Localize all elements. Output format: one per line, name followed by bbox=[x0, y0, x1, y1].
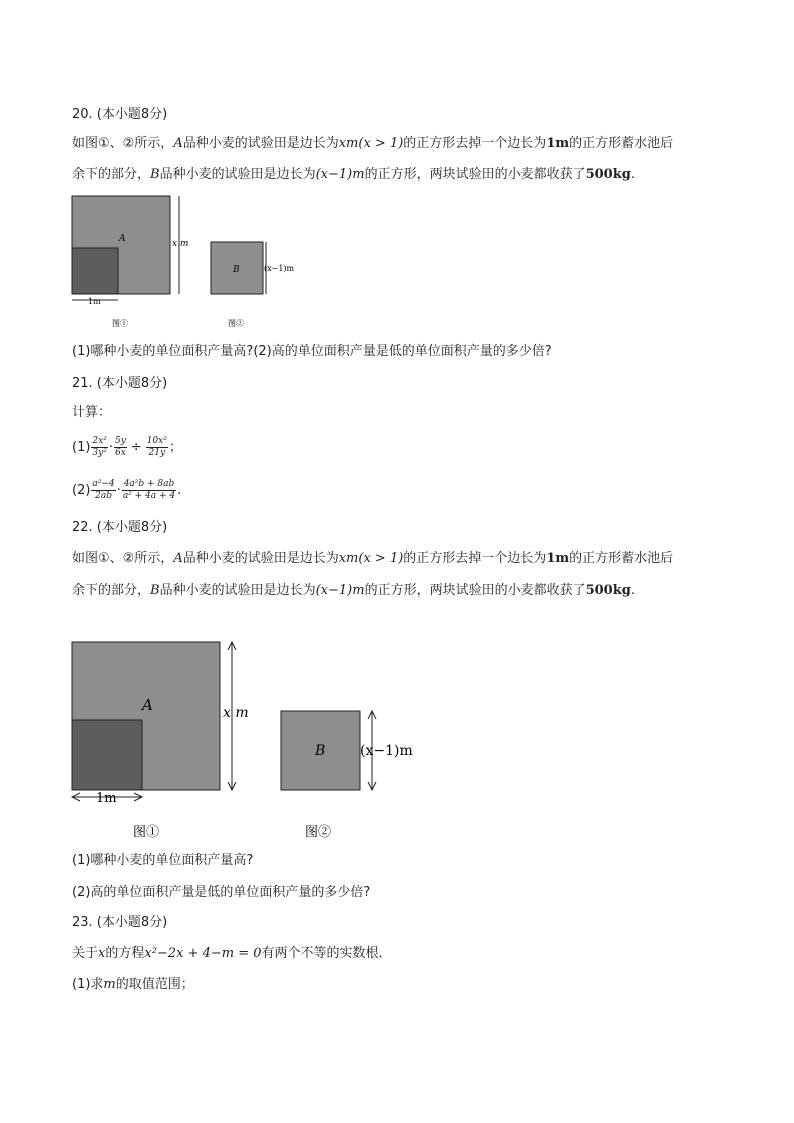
q22-label-b: B bbox=[315, 743, 326, 759]
q20-text-line2: 余下的部分，B品种小麦的试验田是边长为(x−1)m的正方形，两块试验田的小麦都收获了500kg. bbox=[72, 167, 635, 182]
q20-caption-2: 图② bbox=[228, 319, 244, 328]
q23-text-line2: (1)求m的取值范围； bbox=[72, 977, 194, 992]
q20-heading: 20. (本小题8分) bbox=[72, 107, 168, 122]
q21-p1-frac3: $\frac{\text{10x²}}{21y}$ bbox=[146, 436, 167, 458]
q23-text-line1: 关于x的方程x²−2x + 4−m = 0有两个不等的实数根． bbox=[72, 946, 392, 961]
q20-pool-square bbox=[72, 248, 118, 294]
q22-figure bbox=[60, 630, 420, 845]
q23-heading: 23. (本小题8分) bbox=[72, 915, 168, 930]
q21-heading: 21. (本小题8分) bbox=[72, 376, 168, 391]
q22-text-line1: 如图①、②所示，A品种小麦的试验田是边长为xm(x > 1)的正方形去掉一个边长为1m的正方形蓄水池后 bbox=[72, 551, 674, 566]
q20-text-line1: 如图①、②所示，A品种小麦的试验田是边长为xm(x > 1)的正方形去掉一个边长为1m的正方形蓄水池后 bbox=[72, 136, 674, 151]
q22-question-2: (2)高的单位面积产量是低的单位面积产量的多少倍? bbox=[72, 885, 371, 900]
q22-heading: 22. (本小题8分) bbox=[72, 520, 168, 535]
q20-question: (1)哪种小麦的单位面积产量高?(2)高的单位面积产量是低的单位面积产量的多少倍? bbox=[72, 344, 552, 359]
q21-p2-frac2: $\frac{\text{4a²b + 8ab}}{\text{a² + 4a + 4}}$ bbox=[122, 479, 176, 501]
q20-label-x1m: (x−1)m bbox=[264, 264, 295, 273]
q21-p2-frac1: $\frac{\text{a²−4}}{2ab}$ bbox=[92, 479, 115, 501]
q20-caption-1: 图① bbox=[112, 319, 128, 328]
q22-label-x1m: (x−1)m bbox=[360, 743, 413, 759]
q20-label-b: B bbox=[233, 265, 240, 275]
q21-p1-frac1: $\frac{\text{2x²}}{\text{3y²}}$ bbox=[92, 436, 107, 458]
q20-label-xm: x m bbox=[172, 239, 189, 249]
q22-caption-2: 图② bbox=[305, 825, 332, 840]
q21-intro: 计算： bbox=[72, 405, 112, 420]
q22-text-line2: 余下的部分，B品种小麦的试验田是边长为(x−1)m的正方形，两块试验田的小麦都收获了500kg. bbox=[72, 583, 635, 598]
q21-p1-frac2: $\frac{5y}{6x}$ bbox=[114, 436, 126, 458]
q20-label-a: A bbox=[119, 234, 126, 244]
q20-figure bbox=[60, 190, 320, 335]
q21-part2: (2) $\frac{\text{a²−4}}{2ab}$ · $\frac{\text{4a²b + 8ab}}{\text{a² + 4a + 4}}$ . bbox=[72, 479, 182, 501]
q20-label-1m: 1m bbox=[88, 297, 101, 306]
q21-part1: (1) $\frac{\text{2x²}}{\text{3y²}}$ · $\frac{5y}{6x}$ ÷ $\frac{\text{10x²}}{21y}$ ； bbox=[72, 436, 182, 458]
q22-label-a: A bbox=[142, 696, 153, 714]
q22-label-1m: 1m bbox=[96, 791, 117, 806]
q22-label-xm: x m bbox=[223, 705, 249, 721]
q22-pool-square bbox=[72, 720, 142, 790]
q22-question-1: (1)哪种小麦的单位面积产量高? bbox=[72, 853, 254, 868]
q22-caption-1: 图① bbox=[133, 825, 160, 840]
